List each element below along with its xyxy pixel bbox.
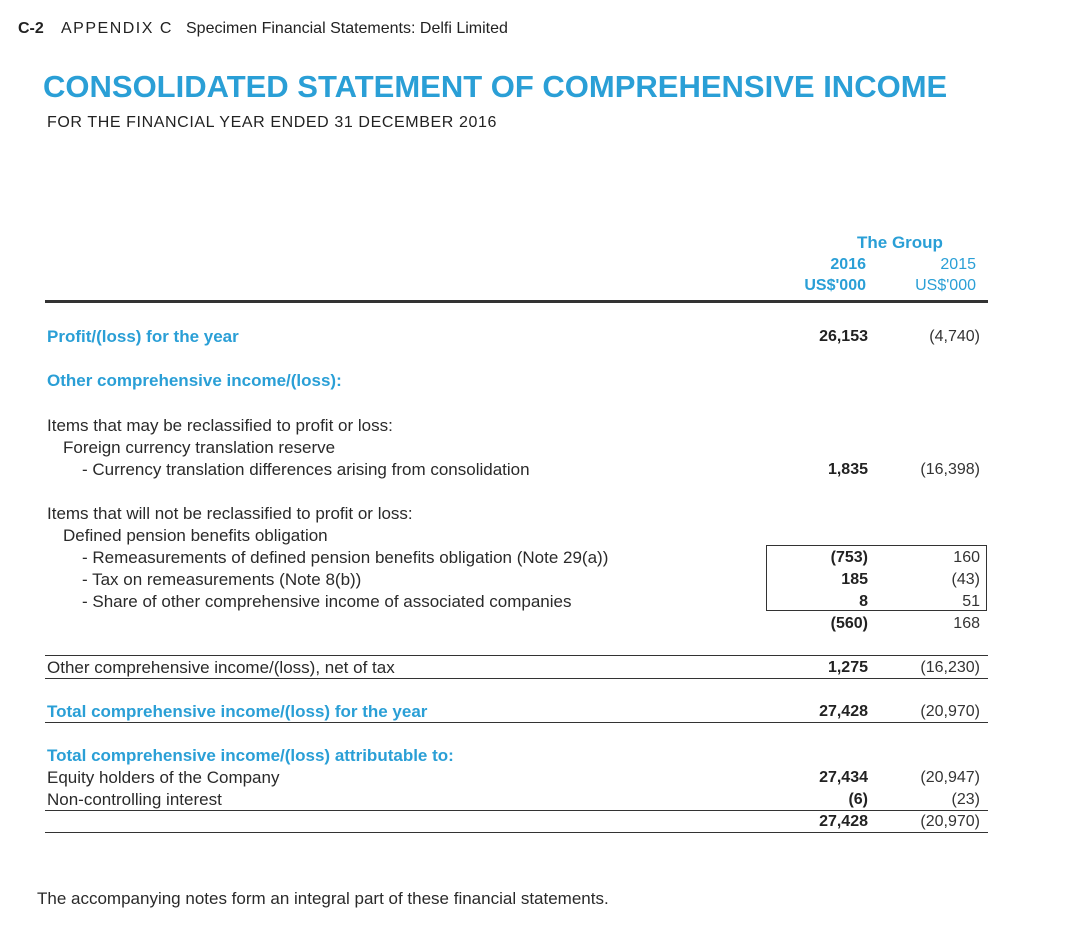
total-ci-2016: 27,428 [819, 703, 868, 720]
share-oci-2016: 8 [859, 593, 868, 610]
oci-net-2015: (16,230) [920, 659, 980, 676]
header-subtitle: Specimen Financial Statements: Delfi Limited [186, 20, 508, 37]
currency-diff-label: - Currency translation differences arising from consolidation [82, 460, 530, 479]
tax-2015: (43) [951, 571, 980, 588]
subtotal-2015: 168 [953, 615, 980, 632]
pension-label: Defined pension benefits obligation [63, 526, 328, 545]
group-header: The Group [857, 233, 943, 252]
footer-note: The accompanying notes form an integral part of these financial statements. [37, 889, 609, 908]
nci-rule [45, 810, 988, 811]
oci-net-label: Other comprehensive income/(loss), net of tax [47, 658, 395, 677]
reclass-heading: Items that may be reclassified to profit or loss: [47, 416, 393, 435]
equity-2016: 27,434 [819, 769, 868, 786]
unit-2015-header: US$'000 [915, 277, 976, 294]
appendix-label: APPENDIX C [61, 20, 173, 37]
nci-label: Non-controlling interest [47, 790, 222, 809]
page-code: C-2 [18, 20, 44, 37]
unit-2016-header: US$'000 [804, 277, 866, 294]
tax-2016: 185 [841, 571, 868, 588]
remeasure-2015: 160 [953, 549, 980, 566]
nonreclass-heading: Items that will not be reclassified to profit or loss: [47, 504, 413, 523]
profit-label: Profit/(loss) for the year [47, 327, 239, 346]
year-2016-header: 2016 [830, 256, 866, 273]
tax-label: - Tax on remeasurements (Note 8(b)) [82, 570, 362, 589]
remeasure-label: - Remeasurements of defined pension benefits obligation (Note 29(a)) [82, 548, 609, 567]
total-attrib-2016: 27,428 [819, 813, 868, 830]
oci-net-2016: 1,275 [827, 659, 868, 676]
oci-net-bottom-rule [45, 678, 988, 679]
remeasure-2016: (753) [830, 549, 868, 566]
attrib-heading: Total comprehensive income/(loss) attributable to: [47, 746, 454, 765]
header-rule [45, 300, 988, 303]
nci-2016: (6) [848, 791, 868, 808]
share-oci-label: - Share of other comprehensive income of associated companies [82, 592, 572, 611]
oci-net-top-rule [45, 655, 988, 656]
equity-2015: (20,947) [920, 769, 980, 786]
total-attrib-2015: (20,970) [920, 813, 980, 830]
currency-diff-2016: 1,835 [827, 461, 868, 478]
nci-2015: (23) [951, 791, 980, 808]
profit-2016: 26,153 [819, 328, 868, 345]
share-oci-2015: 51 [962, 593, 980, 610]
oci-heading: Other comprehensive income/(loss): [47, 371, 342, 390]
year-2015-header: 2015 [940, 256, 976, 273]
total-ci-rule [45, 722, 988, 723]
total-ci-label: Total comprehensive income/(loss) for the year [47, 702, 428, 721]
period-subtitle: FOR THE FINANCIAL YEAR ENDED 31 DECEMBER 2016 [47, 114, 497, 131]
fctr-label: Foreign currency translation reserve [63, 438, 336, 457]
profit-2015: (4,740) [929, 328, 980, 345]
equity-label: Equity holders of the Company [47, 768, 280, 787]
total-attrib-rule [45, 832, 988, 833]
page-title: CONSOLIDATED STATEMENT OF COMPREHENSIVE INCOME [43, 69, 948, 104]
total-ci-2015: (20,970) [920, 703, 980, 720]
subtotal-2016: (560) [830, 615, 868, 632]
currency-diff-2015: (16,398) [920, 461, 980, 478]
